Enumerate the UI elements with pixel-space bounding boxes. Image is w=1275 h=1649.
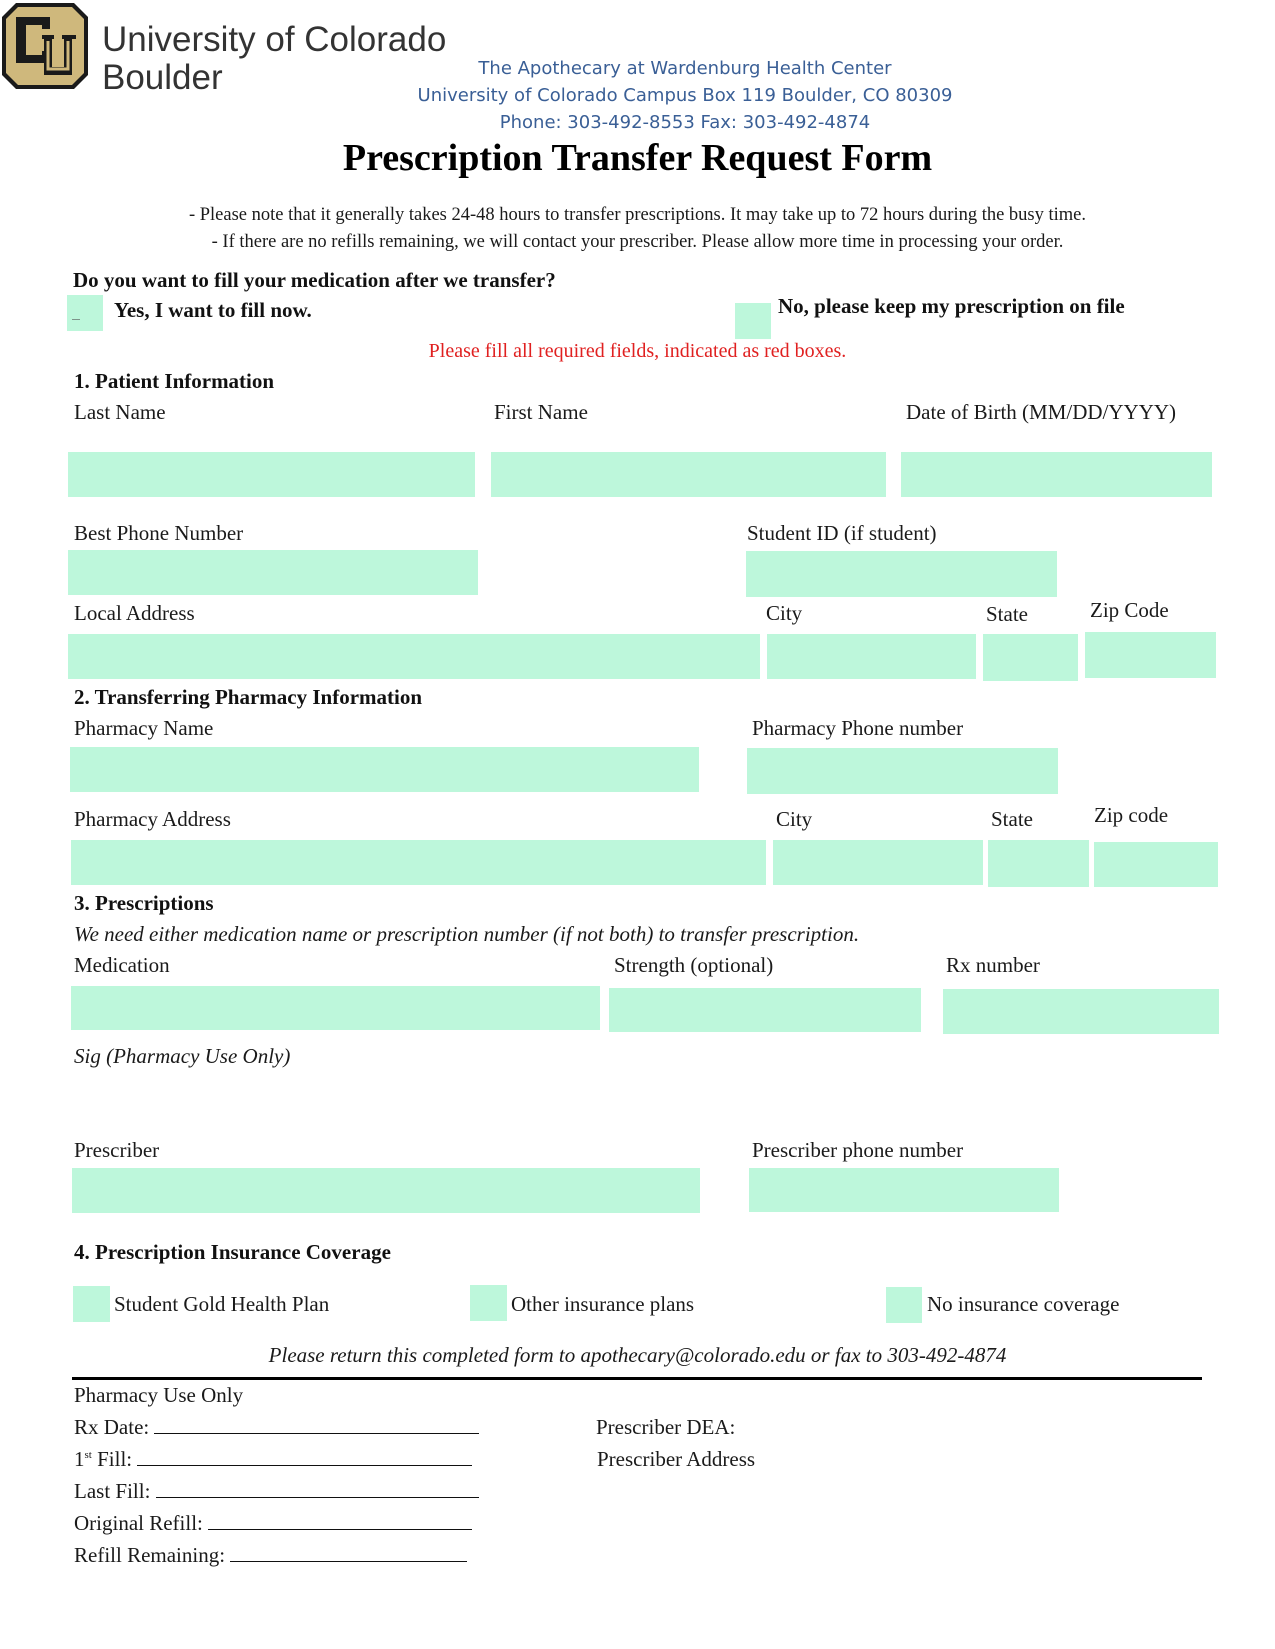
refill-remaining-line[interactable]	[230, 1543, 467, 1562]
no-insurance-checkbox[interactable]	[886, 1287, 922, 1323]
address-field[interactable]	[68, 634, 760, 679]
medication-field[interactable]	[71, 986, 600, 1030]
state-label: State	[986, 602, 1028, 626]
first-fill-label: Fill:	[91, 1447, 138, 1471]
phone-field[interactable]	[68, 550, 478, 595]
keep-on-file-checkbox[interactable]	[735, 303, 771, 339]
org-address: University of Colorado Campus Box 119 Boulder, CO 80309	[417, 85, 953, 106]
first-fill-row	[74, 1447, 472, 1472]
first-name-label: First Name	[494, 400, 588, 424]
insurance-heading: 4. Prescription Insurance Coverage	[74, 1240, 391, 1264]
last-name-field[interactable]	[68, 452, 475, 497]
prescriber-field[interactable]	[72, 1168, 700, 1213]
keep-on-file-label: No, please keep my prescription on file	[778, 294, 1125, 318]
city-field[interactable]	[767, 634, 976, 679]
patient-heading: 1. Patient Information	[74, 369, 275, 393]
strength-label: Strength (optional)	[614, 953, 774, 977]
rx-number-field[interactable]	[943, 989, 1219, 1034]
pharmacy-city-field[interactable]	[773, 840, 983, 885]
last-fill-row	[74, 1479, 479, 1504]
prescriptions-instruction: We need either medication name or prescription number (if not both) to transfer prescription.	[74, 922, 860, 946]
state-field[interactable]	[983, 634, 1078, 681]
first-name-field[interactable]	[491, 452, 886, 497]
pharmacy-zip-label: Zip code	[1094, 803, 1169, 827]
no-insurance-label: No insurance coverage	[927, 1292, 1120, 1316]
original-refill-row	[74, 1511, 472, 1536]
medication-label: Medication	[74, 953, 170, 977]
zip-field[interactable]	[1085, 632, 1216, 678]
dob-label: Date of Birth (MM/DD/YYYY)	[906, 400, 1177, 424]
return-note: Please return this completed form to apothecary@colorado.edu or fax to 303-492-4874	[268, 1343, 1007, 1367]
rx-date-line[interactable]	[154, 1415, 479, 1434]
fill-now-checkbox[interactable]	[67, 295, 103, 331]
pharmacy-name-field[interactable]	[70, 747, 699, 792]
fill-now-label: Yes, I want to fill now.	[114, 298, 312, 322]
note-processing-time: - Please note that it generally takes 24-48 hours to transfer prescriptions. It may take up to 72 hours during the busy time.	[188, 205, 1087, 225]
pharmacy-phone-field[interactable]	[747, 748, 1058, 794]
prescriber-label: Prescriber	[74, 1138, 160, 1162]
rx-date-row	[74, 1415, 479, 1440]
prescriber-address-label: Prescriber Address	[597, 1447, 756, 1471]
dob-field[interactable]	[901, 452, 1212, 497]
fill-now-value: _	[72, 301, 80, 320]
org-name: The Apothecary at Wardenburg Health Center	[478, 58, 892, 79]
last-fill-label: Last Fill:	[74, 1479, 156, 1503]
student-gold-label: Student Gold Health Plan	[114, 1292, 330, 1316]
note-refills: - If there are no refills remaining, we will contact your prescriber. Please allow more time in processing your order.	[211, 232, 1064, 252]
pharmacy-heading: 2. Transferring Pharmacy Information	[74, 685, 423, 709]
required-notice: Please fill all required fields, indicated as red boxes.	[428, 340, 847, 362]
fill-question-text: Do you want to fill your medication after we transfer?	[73, 268, 556, 292]
other-insurance-checkbox[interactable]	[470, 1285, 507, 1321]
first-fill-superscript: st	[84, 1449, 92, 1461]
other-insurance-label: Other insurance plans	[511, 1292, 695, 1316]
pharmacy-state-label: State	[991, 807, 1033, 831]
phone-label: Best Phone Number	[74, 521, 244, 545]
zip-label: Zip Code	[1090, 598, 1169, 622]
logo-line-2: Boulder	[102, 58, 223, 97]
first-fill-number: 1	[74, 1447, 85, 1471]
strength-field[interactable]	[609, 988, 921, 1032]
original-refill-line[interactable]	[208, 1511, 472, 1530]
rx-number-label: Rx number	[946, 953, 1040, 977]
original-refill-label: Original Refill:	[74, 1511, 209, 1535]
prescriptions-heading: 3. Prescriptions	[74, 891, 214, 915]
refill-remaining-label: Refill Remaining:	[74, 1543, 231, 1567]
cu-logo-icon	[2, 3, 88, 89]
page-title: Prescription Transfer Request Form	[342, 137, 933, 179]
student-id-field[interactable]	[746, 551, 1057, 597]
rx-date-label: Rx Date:	[74, 1415, 155, 1439]
pharmacy-name-label: Pharmacy Name	[74, 716, 214, 740]
sig-label: Sig (Pharmacy Use Only)	[74, 1044, 291, 1068]
logo-line-1: University of Colorado	[102, 20, 447, 59]
last-fill-line[interactable]	[156, 1479, 479, 1498]
prescriber-phone-field[interactable]	[749, 1168, 1059, 1212]
divider	[72, 1377, 1202, 1380]
prescriber-dea-label: Prescriber DEA:	[596, 1415, 736, 1439]
pharmacy-address-label: Pharmacy Address	[74, 807, 231, 831]
pharmacy-phone-label: Pharmacy Phone number	[752, 716, 964, 740]
student-id-label: Student ID (if student)	[747, 521, 937, 545]
last-name-label: Last Name	[74, 400, 166, 424]
prescriber-phone-label: Prescriber phone number	[752, 1138, 964, 1162]
city-label: City	[766, 601, 803, 625]
first-fill-line[interactable]	[137, 1447, 472, 1466]
refill-remaining-row	[74, 1543, 467, 1568]
org-phone-fax: Phone: 303-492-8553 Fax: 303-492-4874	[499, 112, 871, 133]
pharmacy-state-field[interactable]	[988, 840, 1089, 887]
pharmacy-use-heading: Pharmacy Use Only	[74, 1383, 244, 1407]
student-gold-checkbox[interactable]	[73, 1286, 110, 1322]
pharmacy-address-field[interactable]	[71, 840, 766, 885]
address-label: Local Address	[74, 601, 195, 625]
pharmacy-zip-field[interactable]	[1094, 842, 1218, 887]
pharmacy-city-label: City	[776, 807, 813, 831]
